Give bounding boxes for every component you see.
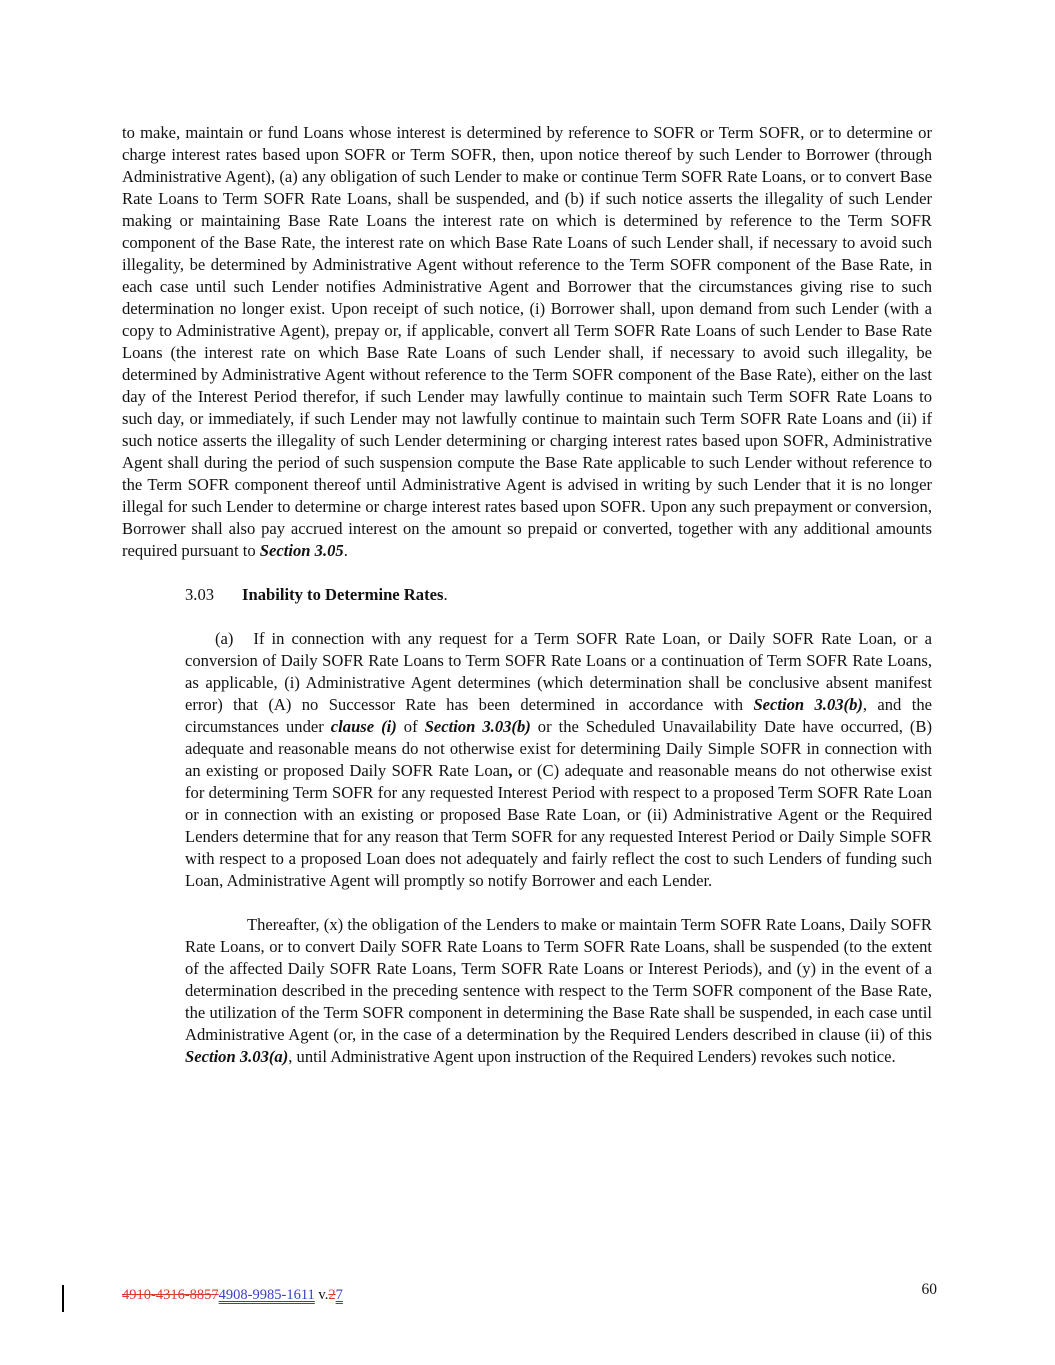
text-run: of	[396, 717, 425, 736]
heading-section-3-03	[185, 584, 932, 606]
section-reference: Section 3.03(b)	[424, 717, 531, 736]
text-run: 3.03	[185, 585, 215, 604]
deleted-version-number: 2	[328, 1287, 336, 1303]
text-run: .	[443, 585, 448, 604]
document-id-stamp	[122, 1286, 343, 1304]
paragraph-thereafter	[185, 914, 932, 1068]
text-run: .	[343, 541, 348, 560]
bold-text: ,	[508, 761, 513, 780]
section-reference: Section 3.03(a)	[185, 1047, 289, 1066]
version-prefix: v.	[314, 1287, 329, 1303]
change-bar	[62, 1285, 64, 1312]
page-number: 60	[921, 1281, 937, 1298]
text-run: or (C) adequate and reasonable means do not otherwise exist for determining Term SOFR for any requested Interest Period with respect to a proposed Term SOFR Rate Loan or in connection with an existing or proposed Base Rate Loan, or (ii) Administrative Agent or the Required Lenders determine that for any reason that Term SOFR for any requested Interest Period or Daily Simple SOFR with respect to a proposed Loan does not adequately and fairly reflect the cost to such Lenders of funding such Loan, Administrative Agent will promptly so notify Borrower and each Lender.	[185, 761, 932, 890]
bold-text: Inability to Determine Rates	[242, 585, 444, 604]
section-reference: clause (i)	[330, 717, 397, 736]
deleted-doc-id: 4910-4316-8857	[122, 1287, 219, 1303]
document-body	[122, 122, 932, 1090]
section-reference: Section 3.05	[259, 541, 344, 560]
inserted-version-number: 7	[335, 1287, 343, 1303]
inserted-doc-id: 4908-9985-1611	[218, 1287, 315, 1303]
paragraph-3-03-a	[185, 628, 932, 892]
text-run: If in connection with any request for a Term SOFR Rate Loan, or Daily SOFR Rate Loan, or a conversion of Daily SOFR Rate Loans to Term SOFR Rate Loans or a continuation of Term SOFR Rate Loans, as applicable, (i) Administrative Agent determines (which determination shall be conclusive absent manifest error) that (A) no Successor Rate has been determined in accordance with	[185, 629, 932, 714]
text-run: , and the circumstances under	[185, 695, 932, 736]
text-run: , until Administrative Agent upon instruction of the Required Lenders) revokes such notice.	[288, 1047, 896, 1066]
text-run: to make, maintain or fund Loans whose interest is determined by reference to SOFR or Term SOFR, or to determine or charge interest rates based upon SOFR or Term SOFR, then, upon notice thereof by such Lender to Borrower (through Administrative Agent), (a) any obligation of such Lender to make or continue Term SOFR Rate Loans, or to convert Base Rate Loans to Term SOFR Rate Loans, shall be suspended, and (b) if such notice asserts the illegality of such Lender making or maintaining Base Rate Loans the interest rate on which is determined by reference to the Term SOFR component of the Base Rate, the interest rate on which Base Rate Loans of such Lender shall, if necessary to avoid such illegality, be determined by Administrative Agent without reference to the Term SOFR component of the Base Rate, in each case until such Lender notifies Administrative Agent and Borrower that the circumstances giving rise to such determination no longer exist. Upon receipt of such notice, (i) Borrower shall, upon demand from such Lender (with a copy to Administrative Agent), prepay or, if applicable, convert all Term SOFR Rate Loans of such Lender to Base Rate Loans (the interest rate on which Base Rate Loans of such Lender shall, if necessary to avoid such illegality, be determined by Administrative Agent without reference to the Term SOFR component of the Base Rate), either on the last day of the Interest Period therefor, if such Lender may lawfully continue to maintain such Term SOFR Rate Loans to such day, or immediately, if such Lender may not lawfully continue to maintain such Term SOFR Rate Loans and (ii) if such notice asserts the illegality of such Lender determining or charging interest rates based upon SOFR, Administrative Agent shall during the period of such suspension compute the Base Rate applicable to such Lender without reference to the Term SOFR component thereof until Administrative Agent is advised in writing by such Lender that it is no longer illegal for such Lender to determine or charge interest rates based upon SOFR. Upon any such prepayment or conversion, Borrower shall also pay accrued interest on the amount so prepaid or converted, together with any additional amounts required pursuant to	[122, 123, 932, 560]
text-run: or the Scheduled Unavailability Date have occurred, (B) adequate and reasonable means do not otherwise exist for determining Daily Simple SOFR in connection with an existing or proposed Daily SOFR Rate Loan	[185, 717, 932, 780]
text-run: Thereafter, (x) the obligation of the Lenders to make or maintain Term SOFR Rate Loans, Daily SOFR Rate Loans, or to convert Daily SOFR Rate Loans to Term SOFR Rate Loans, shall be suspended (to the extent of the affected Daily SOFR Rate Loans, Term SOFR Rate Loans or Interest Periods), and (y) in the event of a determination described in the preceding sentence with respect to the Term SOFR component of the Base Rate, the utilization of the Term SOFR component in determining the Base Rate shall be suspended, in each case until Administrative Agent (or, in the case of a determination by the Required Lenders described in clause (ii) of this	[185, 915, 932, 1044]
section-reference: Section 3.03(b)	[753, 695, 863, 714]
paragraph-illegality-continuation	[122, 122, 932, 562]
text-run: (a)	[215, 629, 234, 648]
